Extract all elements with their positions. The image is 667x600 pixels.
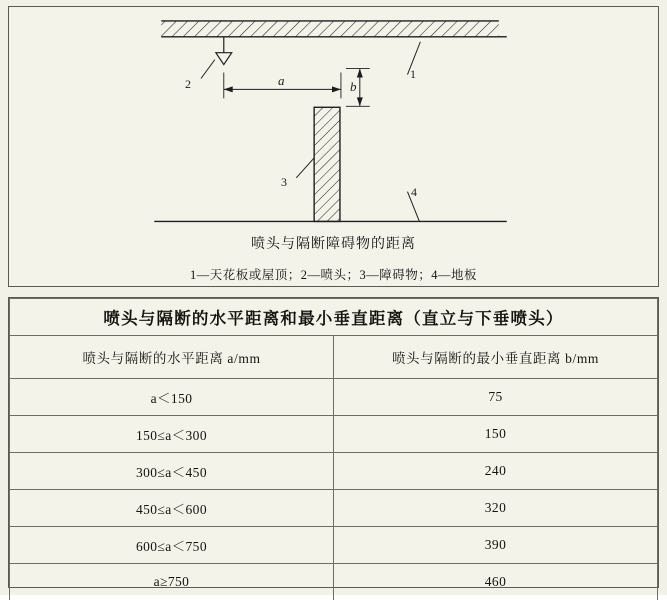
column-header-vertical-distance: 喷头与隔断的最小垂直距离 b/mm <box>334 336 658 379</box>
callout-2: 2 <box>185 77 191 92</box>
table-row <box>10 490 658 527</box>
table-row <box>10 527 658 564</box>
sprinkler-symbol <box>216 37 232 65</box>
column-header-horizontal-distance: 喷头与隔断的水平距离 a/mm <box>10 336 334 379</box>
table-row <box>10 453 658 490</box>
callout-3: 3 <box>281 175 287 190</box>
callout-4: 4 <box>411 185 417 200</box>
cell-a-1: a＜150 <box>10 379 334 416</box>
cell-a-4: 450≤a＜600 <box>10 490 334 527</box>
cell-a-3: 300≤a＜450 <box>10 453 334 490</box>
dimension-label-b: b <box>350 79 357 95</box>
cell-b-6: 460 <box>334 564 658 600</box>
spec-table <box>9 298 658 600</box>
cell-b-1: 75 <box>334 379 658 416</box>
figure-caption: 喷头与隔断障碍物的距离 <box>9 233 658 253</box>
cell-b-2: 150 <box>334 416 658 453</box>
cell-a-2: 150≤a＜300 <box>10 416 334 453</box>
ceiling-hatched-band <box>161 21 507 37</box>
figure-legend: 1—天花板或屋顶；2—喷头；3—障碍物；4—地板 <box>9 265 658 283</box>
table-header-row <box>10 336 658 379</box>
figure-panel <box>8 6 659 287</box>
dimension-label-a: a <box>278 73 285 89</box>
table-panel <box>8 297 659 588</box>
cell-b-5: 390 <box>334 527 658 564</box>
table-row <box>10 379 658 416</box>
cell-b-3: 240 <box>334 453 658 490</box>
table-title-row <box>10 299 658 336</box>
cell-a-5: 600≤a＜750 <box>10 527 334 564</box>
cell-b-4: 320 <box>334 490 658 527</box>
table-title: 喷头与隔断的水平距离和最小垂直距离（直立与下垂喷头） <box>10 299 658 336</box>
obstruction-partition <box>314 107 340 221</box>
cell-a-6: a≥750 <box>10 564 334 600</box>
callout-1: 1 <box>410 67 416 82</box>
table-row <box>10 416 658 453</box>
